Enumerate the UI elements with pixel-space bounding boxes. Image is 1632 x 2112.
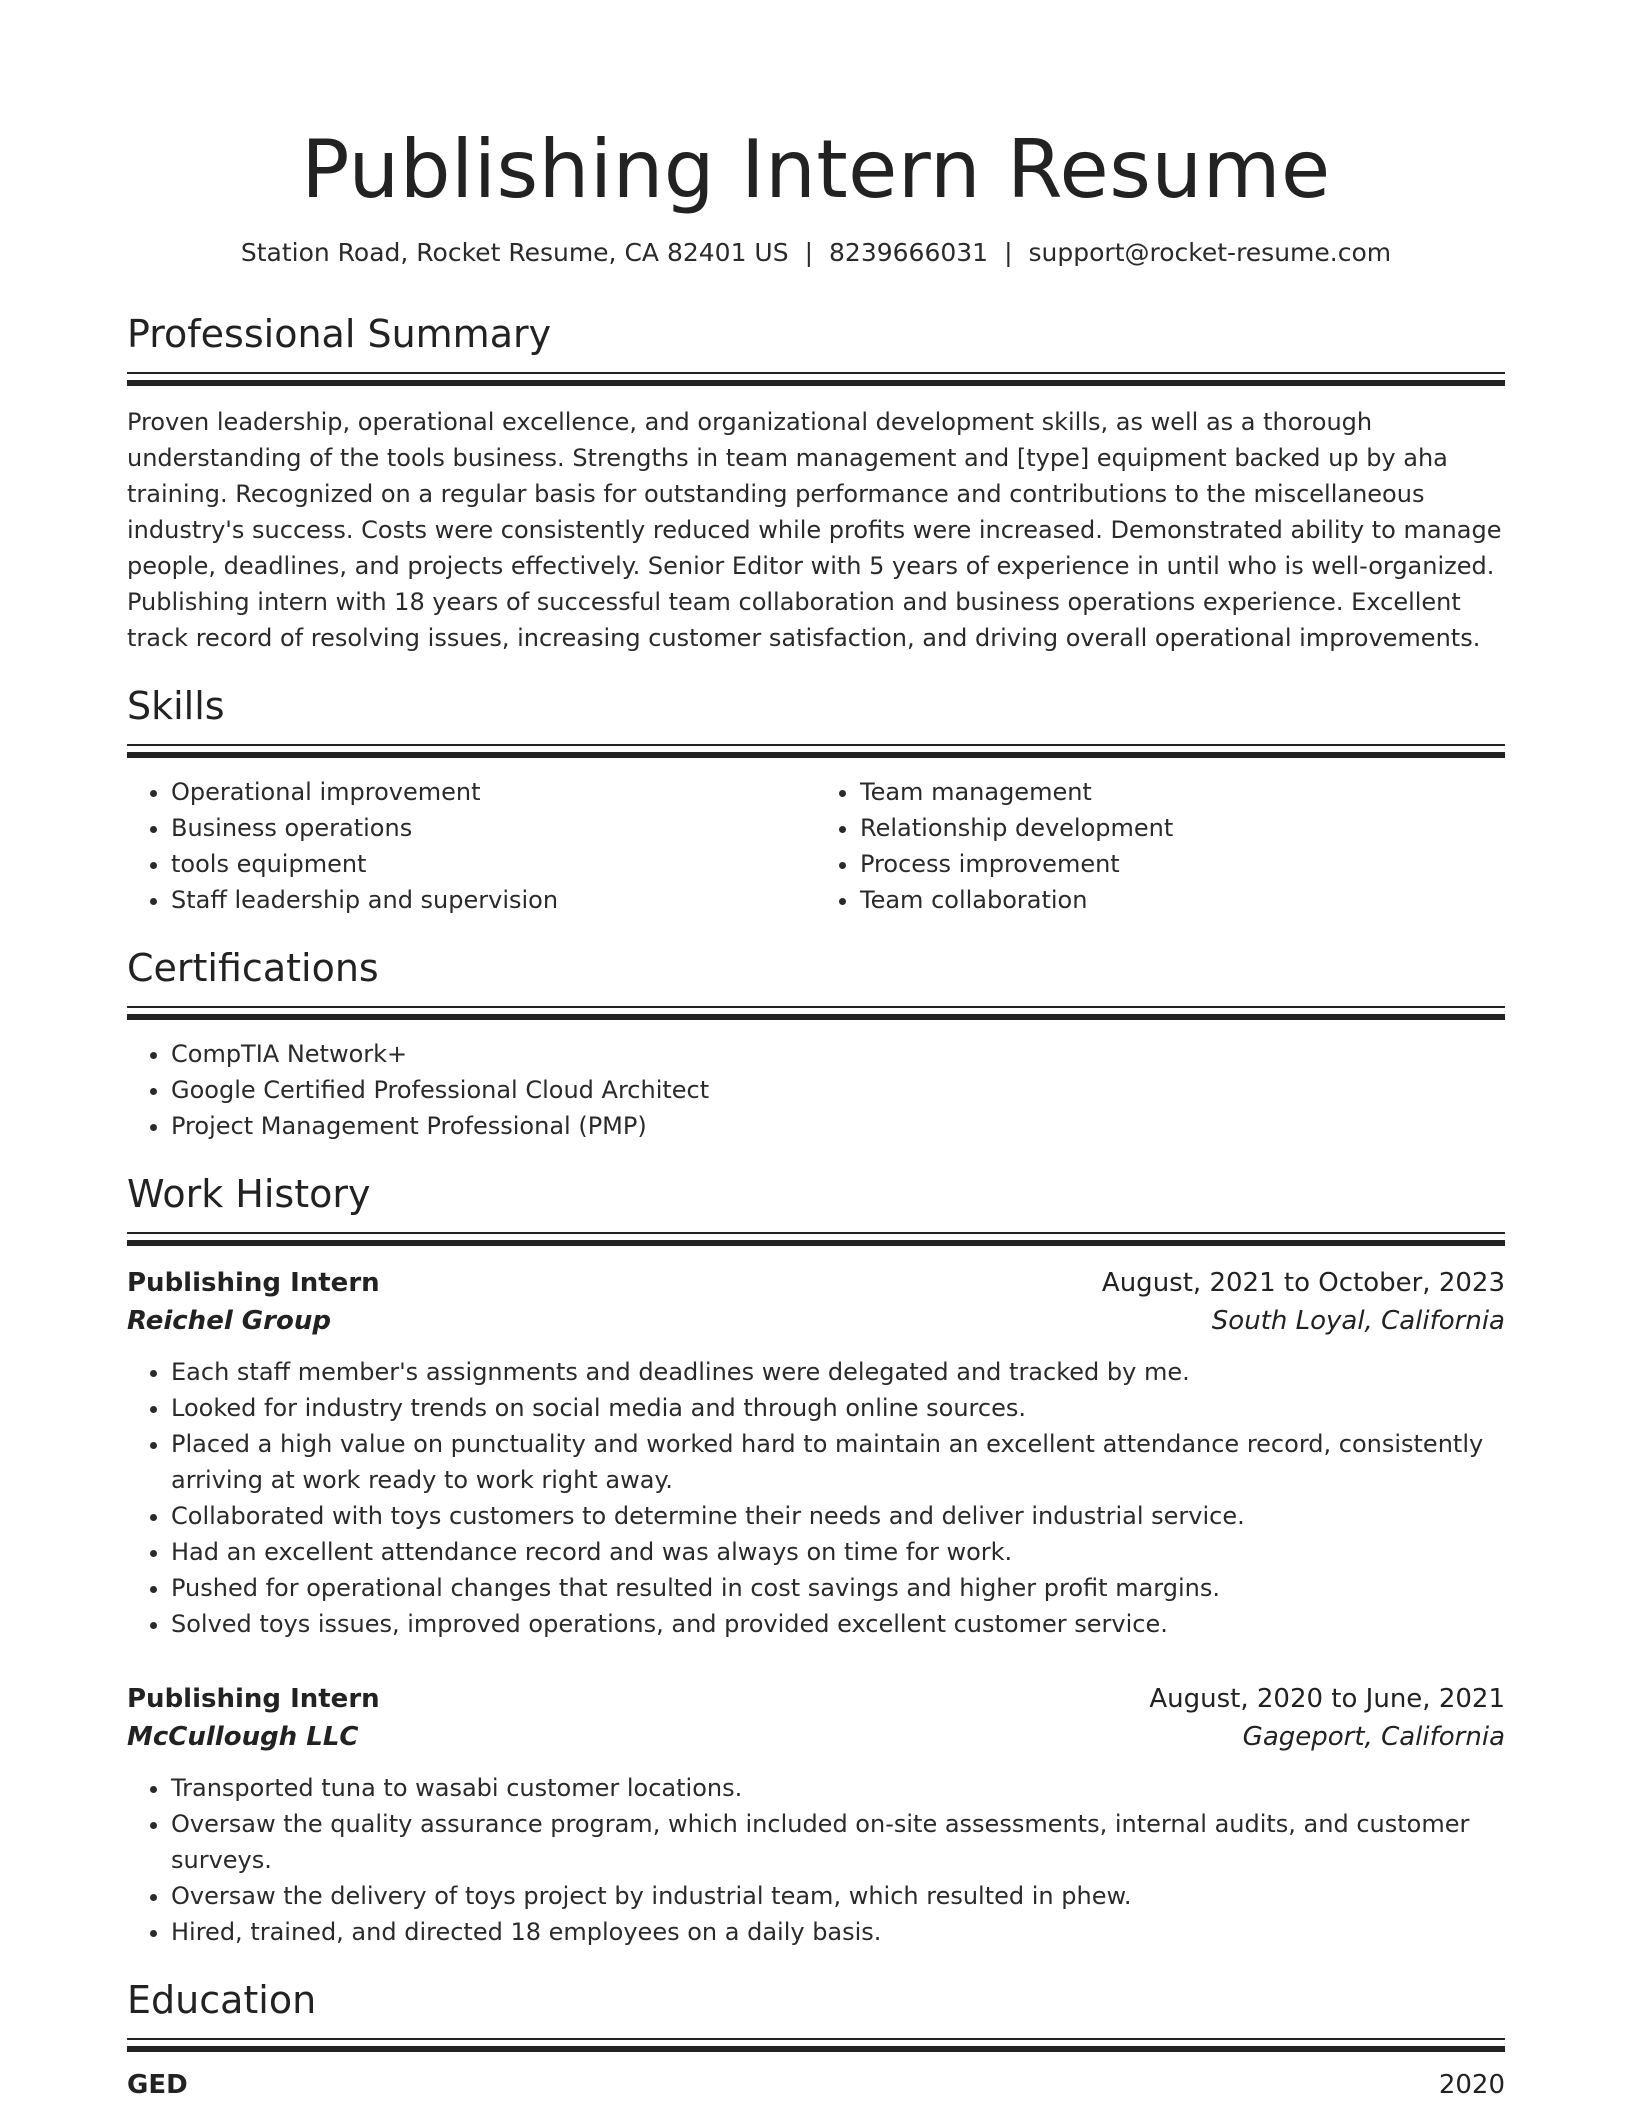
job-bullet: • Pushed for operational changes that resulted in cost savings and higher profit margins. [171,1570,1505,1606]
certification-item: • Project Management Professional (PMP) [171,1108,1505,1144]
job-entry [127,1680,1505,1950]
job-bullet: • Each staff member's assignments and deadlines were delegated and tracked by me. [171,1354,1505,1390]
section-title: Skills [127,684,225,728]
certifications-list [127,1036,1505,1144]
job-bullet: • Placed a high value on punctuality and worked hard to maintain an excellent attendance record, consistently arriving at work ready to work right away. [171,1426,1505,1498]
section-divider [127,372,1505,386]
section-title: Certifications [127,946,379,990]
section-divider [127,744,1505,758]
job-bullet: • Oversaw the delivery of toys project by industrial team, which resulted in phew. [171,1878,1505,1914]
certification-item: • CompTIA Network+ [171,1036,1505,1072]
contact-phone: 8239666031 [829,238,989,267]
education-entry [127,2066,1505,2104]
job-title: Publishing Intern [127,1268,380,1298]
job-bullets [127,1354,1505,1642]
skill-item: • Business operations [171,810,816,846]
section-divider [127,1232,1505,1246]
skills-columns [127,774,1505,918]
certification-item: • Google Certified Professional Cloud Architect [171,1072,1505,1108]
skill-item: • Process improvement [860,846,1505,882]
section-work-history [127,1170,1505,1950]
job-entry [127,1264,1505,1642]
job-bullet: • Looked for industry trends on social media and through online sources. [171,1390,1505,1426]
section-summary [127,310,1505,656]
skill-item: • tools equipment [171,846,816,882]
section-education [127,1976,1505,2104]
job-company: McCullough LLC [127,1722,359,1752]
job-bullet: • Collaborated with toys customers to determine their needs and deliver industrial service. [171,1498,1505,1534]
resume-title: Publishing Intern Resume [301,123,1331,216]
job-title: Publishing Intern [127,1684,380,1714]
job-bullet: • Hired, trained, and directed 18 employees on a daily basis. [171,1914,1505,1950]
section-title: Work History [127,1172,371,1216]
contact-separator: | [804,238,814,267]
contact-address: Station Road, Rocket Resume, CA 82401 US [240,238,789,267]
contact-separator: | [1004,238,1013,267]
job-bullet: • Solved toys issues, improved operations, and provided excellent customer service. [171,1606,1505,1642]
skill-item: • Staff leadership and supervision [171,882,816,918]
job-subheader [127,1302,1505,1340]
contact-email: support@rocket-resume.com [1028,238,1392,267]
job-bullets [127,1770,1505,1950]
skills-list-right [816,774,1505,918]
job-bullet: • Oversaw the quality assurance program, which included on-site assessments, internal audits, and customer surveys. [171,1806,1505,1878]
skill-item: • Operational improvement [171,774,816,810]
job-dates: August, 2021 to October, 2023 [1101,1268,1505,1298]
job-header [127,1264,1505,1302]
section-title: Education [127,1978,317,2022]
section-certifications [127,944,1505,1144]
summary-text: Proven leadership, operational excellence, and organizational development skills, as well as a thorough understanding of the tools business. Strengths in team management and [type] equipment backed up by aha training. Recognized on a regular basis for outstanding performance and contributions to the miscellaneous industry's success. Costs were consistently reduced while profits were increased. Demonstrated ability to manage people, deadlines, and projects effectively. Senior Editor with 5 years of experience in until who is well-organized. Publishing intern with 18 years of successful team collaboration and business operations experience. Excellent track record of resolving issues, increasing customer satisfaction, and driving overall operational improvements. [127,408,1502,652]
section-divider [127,1006,1505,1020]
education-year: 2020 [1438,2070,1505,2100]
skill-item: • Team collaboration [860,882,1505,918]
section-title: Professional Summary [127,312,552,356]
job-bullet: • Transported tuna to wasabi customer locations. [171,1770,1505,1806]
section-skills [127,682,1505,918]
job-company: Reichel Group [127,1306,331,1336]
job-location: Gageport, California [1242,1722,1505,1752]
job-header [127,1680,1505,1718]
job-location: South Loyal, California [1211,1306,1505,1336]
job-subheader [127,1718,1505,1756]
section-divider [127,2038,1505,2052]
skill-item: • Relationship development [860,810,1505,846]
job-bullet: • Had an excellent attendance record and was always on time for work. [171,1534,1505,1570]
skills-list-left [127,774,816,918]
job-dates: August, 2020 to June, 2021 [1149,1684,1505,1714]
education-degree: GED [127,2070,188,2100]
contact-line [127,236,1505,270]
skill-item: • Team management [860,774,1505,810]
